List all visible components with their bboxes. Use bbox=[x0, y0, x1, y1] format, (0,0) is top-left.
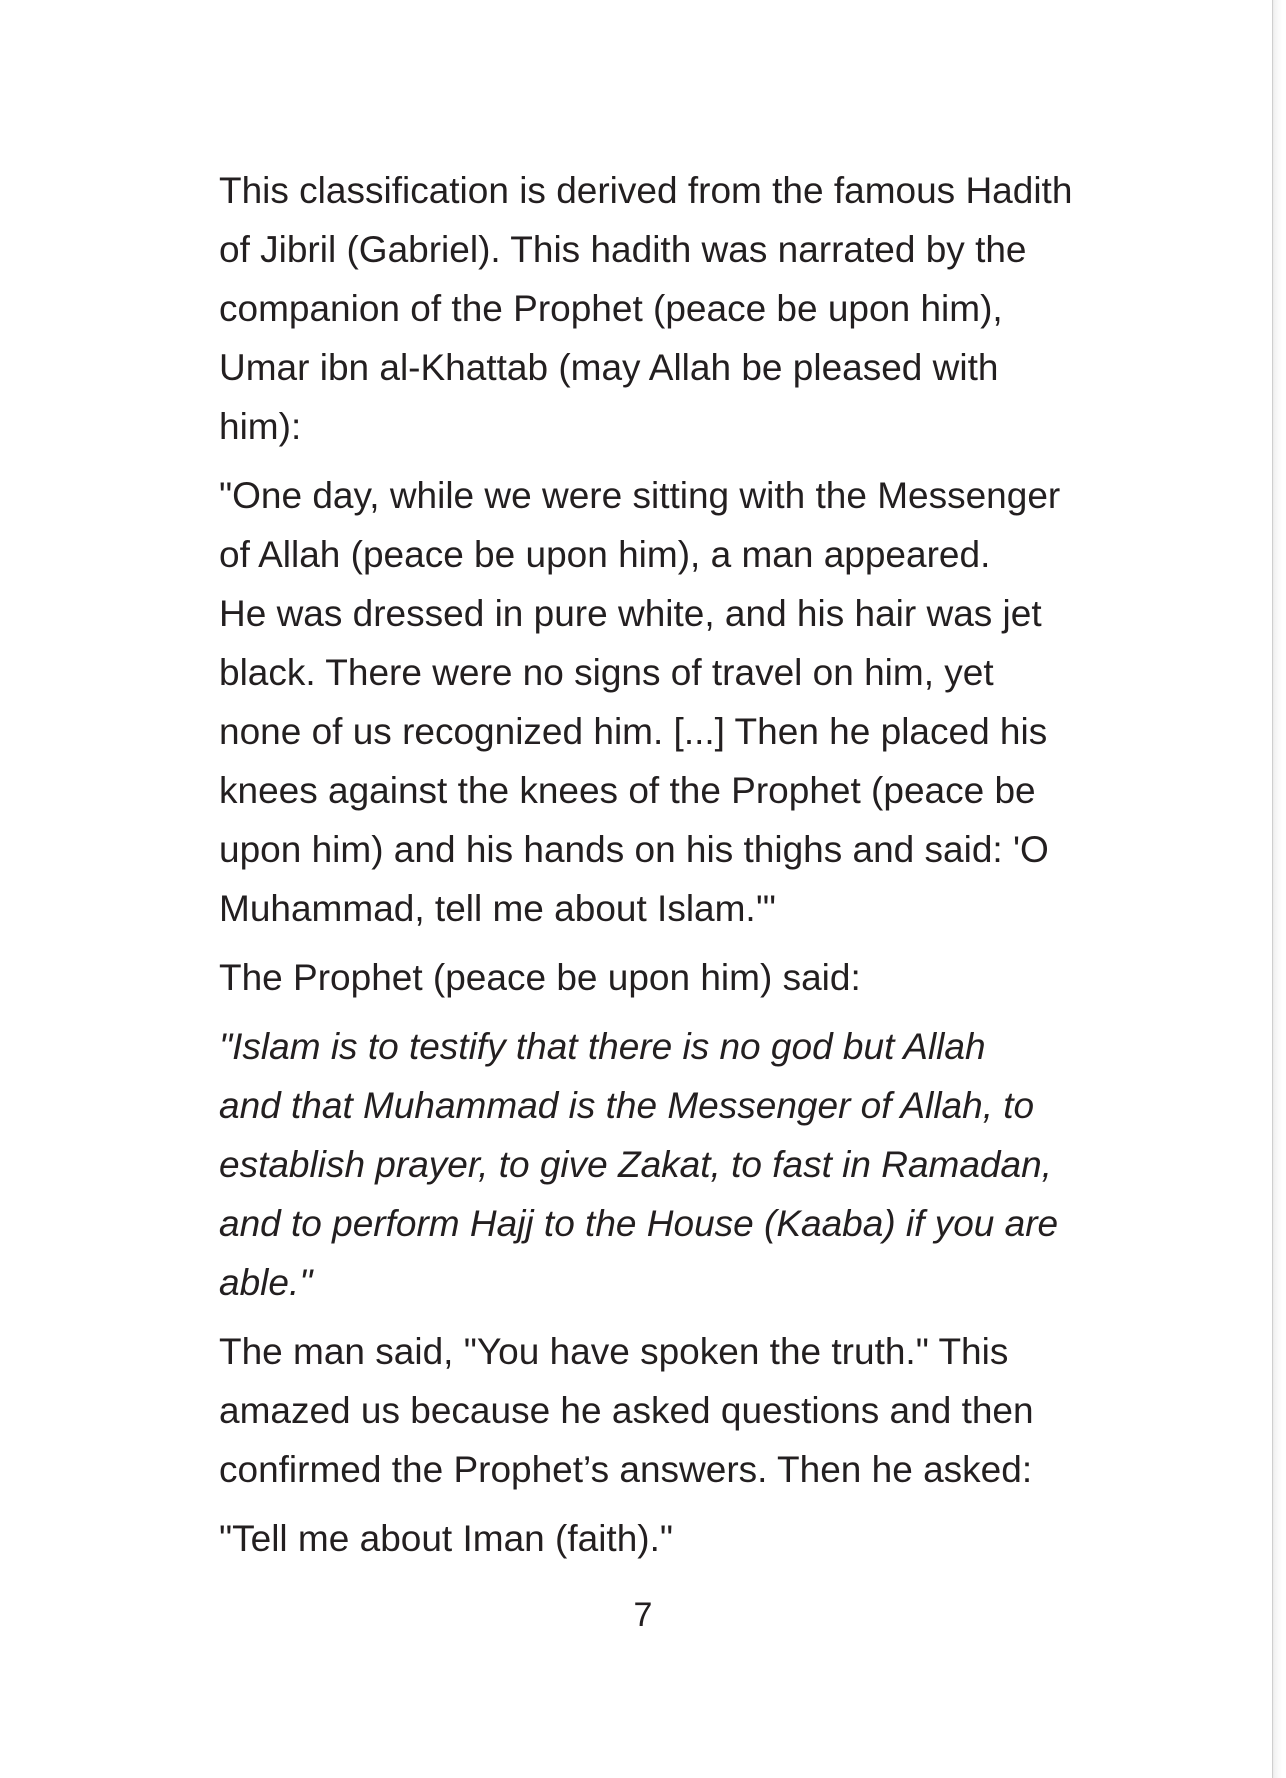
text-line: black. There were no signs of travel on him, yet bbox=[219, 652, 994, 693]
paragraph-iman-question bbox=[219, 1509, 1119, 1568]
text-line: He was dressed in pure white, and his hair was jet bbox=[219, 593, 1042, 634]
text-line: "Islam is to testify that there is no god but Allah bbox=[219, 1026, 986, 1067]
text-line: him): bbox=[219, 406, 302, 447]
text-line: establish prayer, to give Zakat, to fast in Ramadan, bbox=[219, 1144, 1052, 1185]
page-edge-shadow bbox=[1272, 0, 1286, 1778]
text-line: of Jibril (Gabriel). This hadith was narrated by the bbox=[219, 229, 1027, 270]
text-line: "One day, while we were sitting with the Messenger bbox=[219, 475, 1061, 516]
text-line: amazed us because he asked questions and then bbox=[219, 1390, 1034, 1431]
text-line: knees against the knees of the Prophet (peace be bbox=[219, 770, 1036, 811]
paragraph-prophet-said bbox=[219, 948, 1119, 1007]
text-line: able." bbox=[219, 1262, 313, 1303]
text-line: companion of the Prophet (peace be upon him), bbox=[219, 288, 1003, 329]
text-line: "Tell me about Iman (faith)." bbox=[219, 1518, 674, 1559]
page-number: 7 bbox=[633, 1596, 653, 1634]
text-line: upon him) and his hands on his thighs and said: 'O bbox=[219, 829, 1049, 870]
text-line: This classification is derived from the famous Hadith bbox=[219, 170, 1073, 211]
text-line: and to perform Hajj to the House (Kaaba) if you are bbox=[219, 1203, 1059, 1244]
text-line: of Allah (peace be upon him), a man appeared. bbox=[219, 534, 991, 575]
text-line: Umar ibn al-Khattab (may Allah be pleased with bbox=[219, 347, 999, 388]
page-body bbox=[219, 161, 1119, 1578]
text-line: none of us recognized him. [...] Then he placed his bbox=[219, 711, 1048, 752]
text-line: Muhammad, tell me about Islam.'" bbox=[219, 888, 776, 929]
text-line: The Prophet (peace be upon him) said: bbox=[219, 957, 861, 998]
paragraph-quote-islam bbox=[219, 1017, 1119, 1312]
text-line: confirmed the Prophet’s answers. Then he asked: bbox=[219, 1449, 1033, 1490]
paragraph-man-said bbox=[219, 1322, 1119, 1499]
text-line: The man said, "You have spoken the truth." This bbox=[219, 1331, 1009, 1372]
paragraph-intro bbox=[219, 161, 1119, 456]
paragraph-narration bbox=[219, 466, 1119, 938]
text-line: and that Muhammad is the Messenger of Allah, to bbox=[219, 1085, 1035, 1126]
